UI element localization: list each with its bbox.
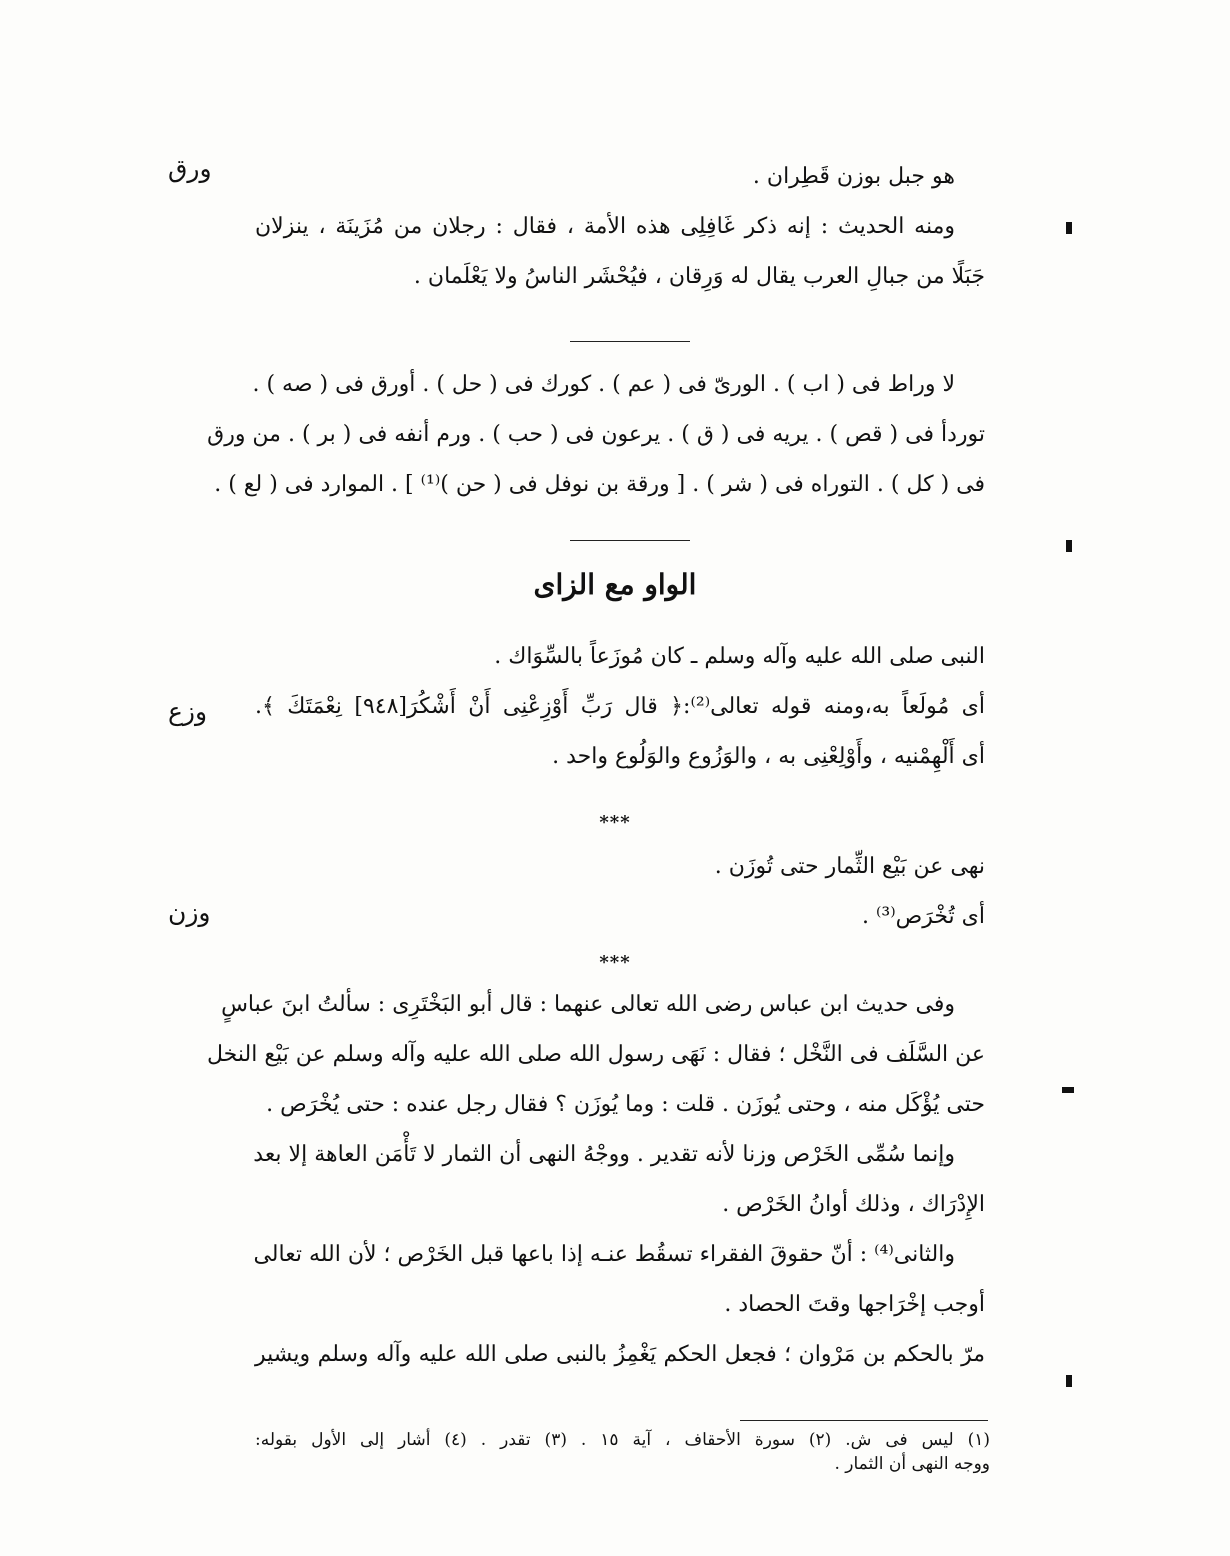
- entry-wazan: [255, 842, 985, 942]
- hadith-body: [207, 980, 985, 1380]
- separator-stars: ***: [599, 952, 631, 973]
- text-line: أى تُخْرَص⁽³⁾ .: [861, 904, 985, 929]
- edge-mark: [1062, 1087, 1074, 1093]
- separator-stars: ***: [599, 812, 631, 833]
- entry-wariq: [255, 152, 985, 302]
- root-word-wariq: ورق: [168, 154, 212, 183]
- text-line: وفى حديث ابن عباس رضى الله تعالى عنهما : قال أبو البَخْتَرِى : سألتُ ابنَ عباسٍ: [221, 992, 955, 1017]
- cross-references: [207, 360, 985, 510]
- footnote-line: (١) ليس فى ش. (٢) سورة الأحقاف ، آية ١٥ . (٣) تقدر . (٤) أشار إلى الأول بقوله:: [255, 1430, 990, 1450]
- text-line: النبى صلى الله عليه وآله وسلم ـ كان مُوزَعاً بالسِّوَاك .: [494, 644, 985, 669]
- text-line: مرّ بالحكم بن مَرْوان ؛ فجعل الحكم يَغْمِزُ بالنبى صلى الله عليه وآله وسلم ويشير: [255, 1342, 985, 1367]
- text-line: فى ( كل ) . التوراه فى ( شر ) . [ ورقة بن نوفل فى ( حن )⁽¹⁾ ] . الموارد فى ( لع ) .: [214, 472, 985, 497]
- root-word-wazaa: وزع: [168, 697, 208, 726]
- text-line: الإِدْرَاك ، وذلك أوانُ الخَرْص .: [722, 1192, 985, 1217]
- text-line: أى مُولَعاً به،ومنه قوله تعالى⁽²⁾:﴿ قال رَبِّ أَوْزِعْنِى أَنْ أَشْكُرَ[٩٤٨] نِعْمَتَكَ ﴾.: [255, 694, 985, 719]
- text-line: ومنه الحديث : إنه ذكر غَافِلِى هذه الأمة ، فقال : رجلان من مُزَينَة ، ينزلان: [255, 214, 955, 239]
- entry-wazaa: [255, 632, 985, 782]
- text-line: والثانى⁽⁴⁾ : أنّ حقوقَ الفقراء تسقُط عنـه إذا باعها قبل الخَرْص ؛ لأن الله تعالى: [253, 1242, 955, 1267]
- text-line: حتى يُؤْكَل منه ، وحتى يُوزَن . قلت : وما يُوزَن ؟ فقال رجل عنده : حتى يُخْرَص .: [266, 1092, 985, 1117]
- root-word-wazan: وزن: [168, 898, 211, 927]
- edge-mark: [1066, 1375, 1072, 1387]
- footnote-line: ووجه النهى أن الثمار .: [834, 1454, 990, 1474]
- text-line: عن السَّلَف فى النَّخْل ؛ فقال : نَهَى رسول الله صلى الله عليه وآله وسلم عن بَيْع النخل: [207, 1042, 985, 1067]
- separator-rule: [570, 341, 690, 342]
- text-line: جَبَلًا من جبالِ العرب يقال له وَرِقان ، فيُحْشَر الناسُ ولا يَعْلَمان .: [413, 264, 985, 289]
- text-line: هو جبل بوزن قَطِران .: [752, 164, 955, 189]
- edge-mark: [1066, 540, 1072, 552]
- edge-mark: [1066, 222, 1072, 234]
- text-line: وإنما سُمِّى الخَرْص وزنا لأنه تقدير . ووجْهُ النهى أن الثمار لا تَأْمَن العاهة إلا بعد: [253, 1142, 955, 1167]
- text-line: أى أَلْهِمْنيه ، وأَوْلِعْنِى به ، والوَزُوع والوَلُوع واحد .: [552, 744, 985, 769]
- footnote-rule: [740, 1420, 988, 1421]
- separator-rule: [570, 540, 690, 541]
- footnotes: [255, 1428, 990, 1476]
- text-line: توردأ فى ( قص ) . يريه فى ( ق ) . يرعون فى ( حب ) . ورم أنفه فى ( بر ) . من ورق: [207, 422, 985, 447]
- text-line: نهى عن بَيْع الثِّمار حتى تُوزَن .: [714, 854, 985, 879]
- section-heading: الواو مع الزاى: [533, 568, 697, 601]
- text-line: لا وراط فى ( اب ) . الورىّ فى ( عم ) . كورك فى ( حل ) . أورق فى ( صه ) .: [252, 372, 955, 397]
- text-line: أوجب إخْرَاجها وقتَ الحصاد .: [724, 1292, 985, 1317]
